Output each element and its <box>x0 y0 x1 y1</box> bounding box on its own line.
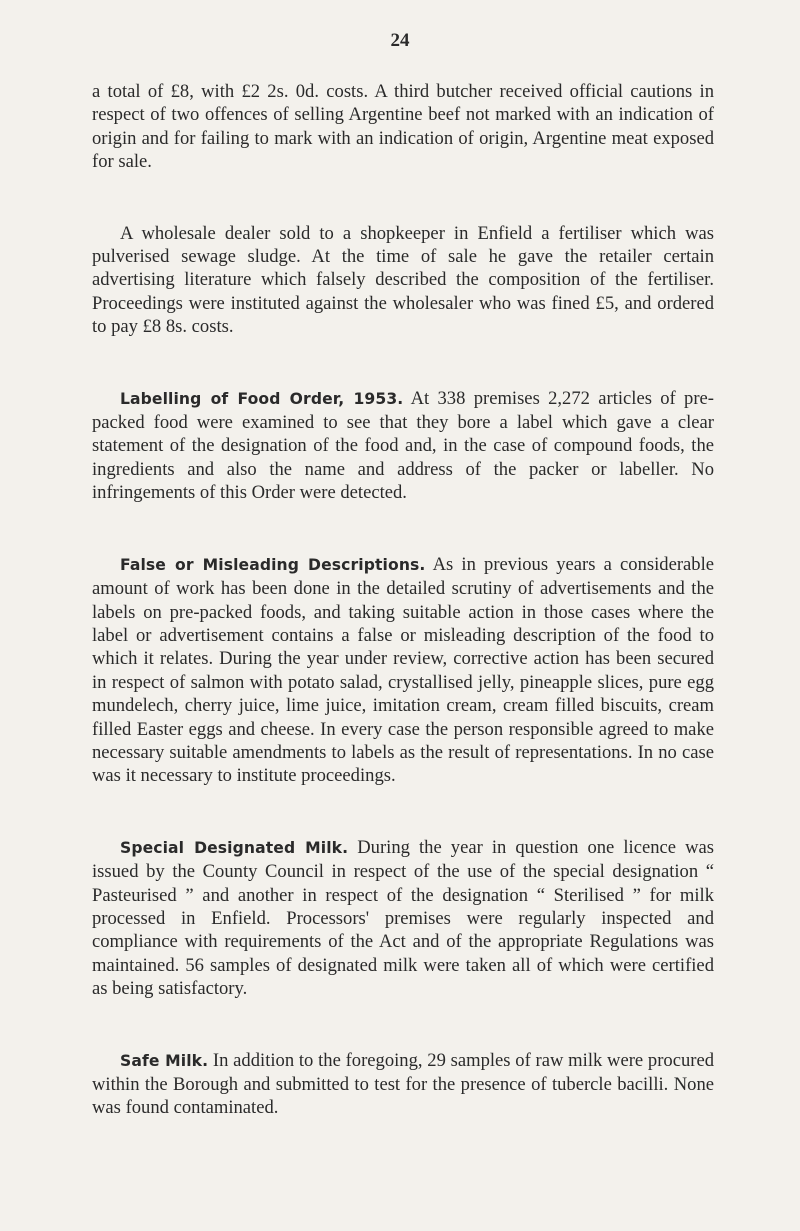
paragraph-special-milk <box>92 836 714 1001</box>
paragraph-gap <box>92 339 714 387</box>
heading-false-descriptions: False or Misleading Descriptions. <box>120 555 426 574</box>
heading-special-milk: Special Designated Milk. <box>120 838 349 857</box>
paragraph-safe-milk <box>92 1049 714 1120</box>
paragraph-butcher-cautions: a total of £8, with £2 2s. 0d. costs. A third butcher received official cautions in respect of two offences of selling Argentine beef not marked with an indication of origin and for failing to mark with an indication of origin, Argentine meat exposed for sale. <box>92 81 714 173</box>
page-body <box>92 80 714 1120</box>
paragraph-gap <box>92 788 714 836</box>
paragraph-gap <box>92 505 714 553</box>
paragraph-fertiliser: A wholesale dealer sold to a shopkeeper in Enfield a fertiliser which was pulverised sewage sludge. At the time of sale he gave the retailer certain advertising literature which falsely described the composition of the fertiliser. Proceedings were instituted against the wholesaler who was fined £5, and ordered to pay £8 8s. costs. <box>92 222 714 338</box>
heading-labelling: Labelling of Food Order, 1953. <box>120 389 404 408</box>
heading-safe-milk: Safe Milk. <box>120 1051 209 1070</box>
paragraph-gap <box>92 174 714 222</box>
paragraph-false-descriptions <box>92 553 714 788</box>
text-special-milk: During the year in question one licence was issued by the County Council in respect of the use of the special designation “ Pasteurised ” and another in respect of the designation “ Sterilised ” for milk processed in Enfield. Processors' premises were regularly inspected and compliance with requirements of the Act and of the appropriate Regulations was maintained. 56 samples of designated milk were taken all of which were certified as being satisfactory. <box>92 836 715 1000</box>
page-number: 24 <box>390 30 410 51</box>
paragraph-gap <box>92 1001 714 1049</box>
text-labelling: At 338 premises 2,272 articles of pre-packed food were examined to see that they bore a label which gave a clear statement of the designation of the food and, in the case of compound foods, the ingredients and also the name and address of the packer or labeller. No infringements of this Order were detected. <box>92 387 714 504</box>
text-false-descriptions: As in previous years a considerable amount of work has been done in the detailed scrutiny of advertisements and the labels on pre-packed foods, and taking suitable action in those cases where the label or advertisement contains a false or misleading description of the food to which it relates. During the year under review, corrective action has been secured in respect of salmon with potato salad, crystallised jelly, pineapple slices, pure egg mundelech, cherry juice, lime juice, imitation cream, cream filled biscuits, cream filled Easter eggs and cheese. In every case the person responsible agreed to make necessary suitable amendments to labels as the result of representations. In no case was it necessary to institute proceedings. <box>92 553 714 787</box>
paragraph-labelling <box>92 387 714 505</box>
text-safe-milk: In addition to the foregoing, 29 samples of raw milk were procured within the Borough and submitted to test for the presence of tubercle bacilli. None was found contaminated. <box>92 1049 715 1119</box>
